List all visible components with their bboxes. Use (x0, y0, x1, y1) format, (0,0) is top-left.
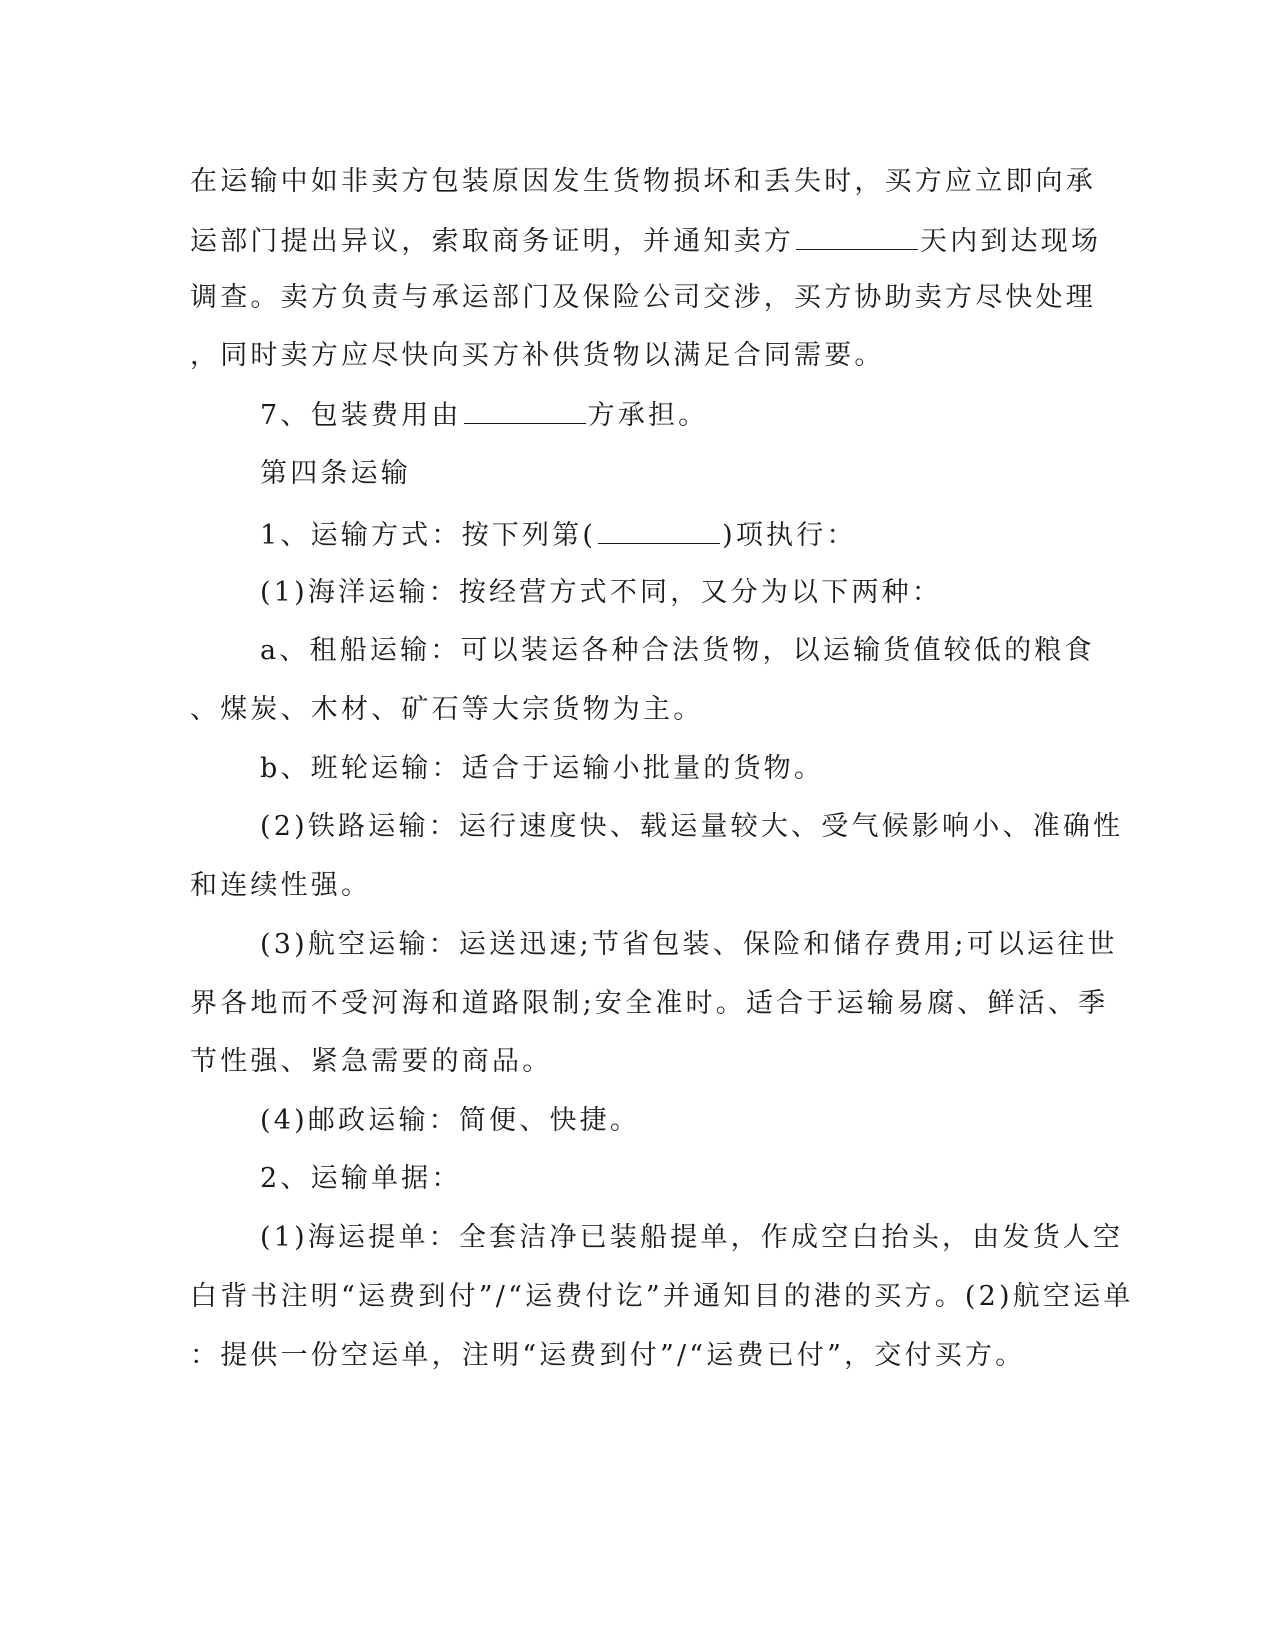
text-line: (3)航空运输：运送迅速;节省包装、保险和储存费用;可以运往世 (260, 929, 1118, 960)
text-line: 调查。卖方负责与承运部门及保险公司交涉，买方协助卖方尽快处理 (190, 282, 1096, 313)
text-line (190, 223, 1101, 257)
text-line (260, 517, 857, 551)
fill-in-blank[interactable] (598, 517, 720, 544)
text-line: 和连续性强。 (190, 870, 372, 901)
text-line: 界各地而不受河海和道路限制;安全准时。适合于运输易腐、鲜活、季 (190, 988, 1109, 1019)
text-segment: 1、运输方式：按下列第( (260, 520, 597, 551)
text-line: (2)铁路运输：运行速度快、载运量较大、受气候影响小、准确性 (260, 811, 1124, 842)
text-line: (1)海运提单：全套洁净已装船提单，作成空白抬头，由发货人空 (260, 1222, 1124, 1253)
text-segment: 方承担。 (587, 400, 709, 431)
text-line: (4)邮政运输：简便、快捷。 (260, 1105, 641, 1136)
text-segment: )项执行： (722, 520, 857, 551)
fill-in-blank[interactable] (796, 223, 918, 250)
fill-in-blank[interactable] (464, 397, 586, 424)
text-segment: 运部门提出异议，索取商务证明，并通知卖方 (190, 226, 794, 257)
text-line: ：提供一份空运单，注明“运费到付”/“运费已付”，交付买方。 (190, 1340, 1026, 1371)
text-line: 2、运输单据： (260, 1163, 462, 1194)
text-segment: 天内到达现场 (920, 226, 1102, 257)
section-heading: 第四条运输 (260, 458, 411, 489)
text-line: ，同时卖方应尽快向买方补供货物以满足合同需要。 (190, 340, 885, 371)
text-line: 在运输中如非卖方包装原因发生货物损坏和丢失时，买方应立即向承 (190, 166, 1096, 197)
text-line: 节性强、紧急需要的商品。 (190, 1046, 553, 1077)
text-line: (1)海洋运输：按经营方式不同，又分为以下两种： (260, 577, 943, 608)
text-line: b、班轮运输：适合于运输小批量的货物。 (260, 753, 825, 784)
text-line: a、租船运输：可以装运各种合法货物，以运输货值较低的粮食 (260, 635, 1095, 666)
text-line: 白背书注明“运费到付”/“运费付讫”并通知目的港的买方。(2)航空运单 (190, 1281, 1134, 1312)
text-line (260, 397, 708, 431)
text-segment: 7、包装费用由 (260, 400, 462, 431)
text-line: 、煤炭、木材、矿石等大宗货物为主。 (190, 694, 704, 725)
